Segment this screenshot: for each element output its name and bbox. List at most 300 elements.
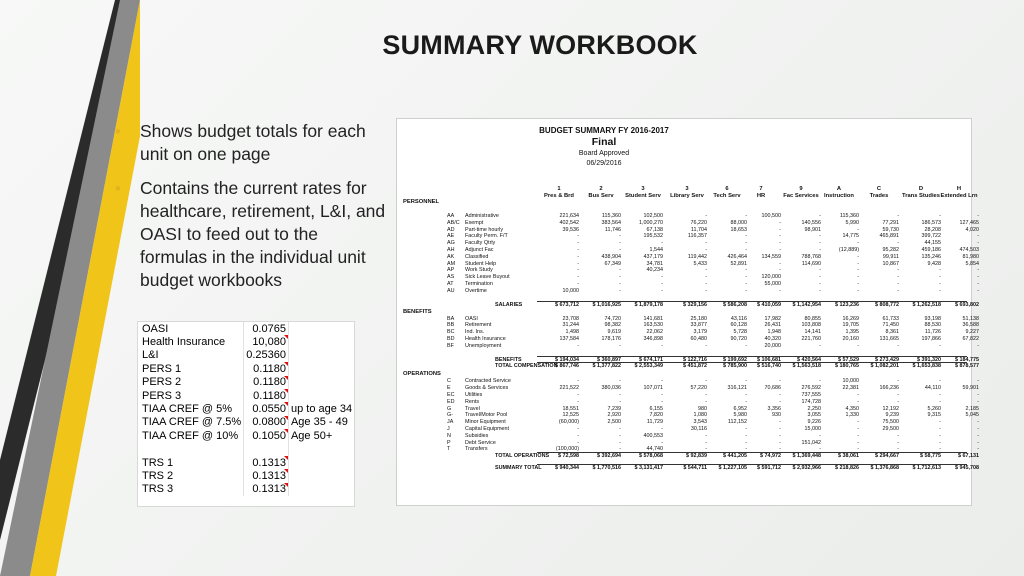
comment-marker-icon [284,469,288,473]
budget-cell: - [619,439,621,446]
summary-total-cell: $ 1,712,613 [912,465,941,472]
budget-cell: - [897,274,899,281]
rate-label: TRS 2 [142,469,174,482]
row-code: G [447,405,452,412]
total-compensation-cell: $ 878,577 [955,363,979,370]
budget-cell: - [977,419,979,426]
budget-cell: 1,000,270 [639,219,663,226]
rate-row [140,416,354,429]
budget-cell: - [857,274,859,281]
budget-cell: - [577,233,579,240]
budget-cell: 107,071 [643,385,663,392]
row-code: AH [447,247,455,253]
budget-cell: 141,681 [643,315,663,322]
column-number: 2 [599,186,603,192]
budget-cell: 6,155 [649,405,663,412]
budget-cell: 221,522 [559,385,579,392]
budget-cell: 221,634 [559,213,579,219]
budget-cell: - [619,240,621,247]
row-desc: Exempt [465,219,484,226]
column-header [857,186,901,199]
row-code: E [447,385,451,392]
budget-cell: 52,891 [730,260,747,267]
column-header [537,186,581,199]
operations-total-cell: $ 92,839 [686,453,707,460]
row-desc: Subsidies [465,432,489,439]
row-desc: Termination [465,281,493,287]
rate-value: 0.1313 [244,483,289,496]
budget-cell: - [705,439,707,446]
section-operations: OPERATIONS [403,371,441,378]
budget-cell: 1,395 [845,329,859,336]
budget-cell: 437,179 [643,253,663,260]
budget-cell: - [819,267,821,274]
column-name: Library Serv [670,192,704,199]
budget-cell: 151,042 [801,439,821,446]
rate-note [288,469,354,482]
row-code: AP [447,267,455,274]
budget-cell: 77,291 [882,219,899,226]
budget-cell: - [661,426,663,432]
budget-cell: 76,220 [690,219,707,226]
budget-cell: - [819,281,821,287]
budget-cell: 8,361 [885,329,899,336]
budget-cell: 459,186 [921,247,941,253]
rate-note: Age 35 - 49 [290,416,348,429]
budget-title: BUDGET SUMMARY FY 2016-2017 [539,126,669,135]
budget-cell: 57,220 [690,385,707,392]
budget-cell: 400,553 [643,432,663,439]
column-header [739,186,783,199]
row-desc: Goods & Services [465,385,509,392]
bullet-item [115,177,387,292]
budget-cell: - [897,267,899,274]
budget-cell: - [619,392,621,398]
row-desc: Travel/Motor Pool [465,412,508,419]
column-name: Instruction [824,192,854,199]
page-title: SUMMARY WORKBOOK [382,30,698,60]
bullet-text: Shows budget totals for each unit on one page [140,121,366,164]
budget-cell: 127,465 [959,219,979,226]
budget-cell: - [779,426,781,432]
budget-cell: - [977,342,979,349]
budget-cell: 20,160 [842,336,859,342]
budget-cell: - [779,432,781,439]
budget-cell: 5,854 [965,260,979,267]
rate-row [140,376,354,389]
total-compensation-label: TOTAL COMPENSATION [495,363,558,370]
budget-cell: 137,584 [559,336,579,342]
budget-cell: - [705,392,707,398]
row-code: BA [447,315,455,322]
budget-cell: - [779,247,781,253]
budget-cell: 1,498 [565,329,579,336]
budget-cell: 99,911 [882,253,899,260]
budget-cell: - [819,432,821,439]
benefits-total-label: BENEFITS [495,356,522,363]
row-desc: Faculty Perm. F/T [465,233,508,240]
total-compensation-cell: $ 1,082,201 [870,363,899,370]
column-number: D [918,186,924,192]
rate-row [140,335,354,348]
budget-cell: 40,320 [764,336,781,342]
budget-cell: 9,428 [927,260,941,267]
budget-cell: 2,250 [807,405,821,412]
row-desc: Health Insurance [465,336,506,342]
budget-cell: - [705,446,707,453]
budget-cell: - [705,281,707,287]
budget-cell: - [857,226,859,233]
operations-total-cell: $ 1,369,448 [792,453,821,460]
rate-value: 0.25360 [244,349,289,362]
rate-note [288,362,354,375]
budget-cell: 71,450 [882,322,899,329]
budget-cell: - [705,287,707,294]
budget-cell: - [661,281,663,287]
budget-cell: 17,982 [764,315,781,322]
budget-cell: 383,564 [601,219,621,226]
row-desc: Sick Leave Buyout [465,274,510,281]
budget-cell: 18,551 [562,405,579,412]
budget-cell: - [779,446,781,453]
budget-cell: 1,544 [649,247,663,253]
budget-cell: 36,588 [962,322,979,329]
salaries-cell: $ 586,208 [723,301,747,308]
budget-cell: 67,822 [962,336,979,342]
budget-cell: - [745,247,747,253]
budget-cell: 16,269 [842,315,859,322]
row-desc: Debt Service [465,439,496,446]
rate-row [140,469,354,482]
budget-cell: 2,920 [607,412,621,419]
budget-cell: 81,980 [962,253,979,260]
row-desc: Utilities [465,392,483,398]
row-code: BB [447,322,455,329]
rate-note: Age 50+ [290,429,333,442]
budget-cell: 14,141 [804,329,821,336]
row-code: ED [447,398,455,405]
budget-cell: 55,000 [764,281,781,287]
budget-cell: - [577,342,579,349]
budget-cell: 22,381 [842,385,859,392]
budget-cell: - [661,342,663,349]
budget-cell: - [745,439,747,446]
budget-status: Board Approved [578,150,630,157]
budget-cell: - [705,432,707,439]
column-header [621,186,665,199]
budget-cell: - [977,274,979,281]
budget-cell: 174,728 [801,398,821,405]
salaries-label: SALARIES [495,301,523,308]
comment-marker-icon [284,376,288,380]
budget-cell: - [577,260,579,267]
budget-cell: 3,055 [807,412,821,419]
budget-cell: 74,720 [604,315,621,322]
budget-cell: - [705,213,707,219]
summary-total-cell: $ 1,227,105 [718,465,747,472]
budget-cell: - [577,426,579,432]
benefits-total-cell: $ 360,897 [597,356,621,363]
operations-total-cell: $ 578,068 [639,453,663,460]
budget-cell: 70,686 [764,385,781,392]
budget-cell: 60,480 [690,336,707,342]
budget-cell: 2,185 [965,405,979,412]
budget-cell: - [705,342,707,349]
salaries-cell: $ 673,712 [555,301,579,308]
comment-marker-icon [284,362,288,366]
budget-cell: - [779,398,781,405]
budget-cell: 1,948 [767,329,781,336]
budget-cell: - [745,240,747,247]
budget-cell: 5,980 [733,412,747,419]
operations-total-cell: $ 441,205 [723,453,747,460]
budget-cell: 402,542 [559,219,579,226]
budget-cell: 31,244 [562,322,579,329]
budget-cell: 9,226 [807,419,821,426]
budget-cell: 178,176 [601,336,621,342]
budget-cell: 10,867 [882,260,899,267]
budget-cell: 11,726 [924,329,941,336]
budget-cell: - [819,213,821,219]
budget-cell: - [939,419,941,426]
column-number: 7 [759,186,763,192]
budget-cell: - [857,432,859,439]
budget-cell: 30,116 [690,426,707,432]
budget-cell: - [857,398,859,405]
budget-cell: - [897,342,899,349]
total-compensation-cell: $ 516,740 [757,363,781,370]
budget-cell: - [939,281,941,287]
budget-cell: 11,729 [646,419,663,426]
rate-label: TRS 1 [142,456,174,469]
column-name: Fac Services [783,192,819,199]
row-code: AK [447,253,455,260]
column-number: C [876,186,882,192]
benefits-total-cell: $ 199,692 [723,356,747,363]
rate-label: TIAA CREF @ 7.5% [142,416,242,429]
budget-subtitle: Final [591,136,617,148]
rate-label: PERS 3 [142,389,182,402]
budget-cell: - [577,392,579,398]
column-name: HR [756,192,766,199]
budget-cell: - [939,378,941,385]
budget-cell: - [745,392,747,398]
rate-value: 0.0550 [244,402,289,415]
comment-marker-icon [284,416,288,420]
budget-cell: - [745,426,747,432]
operations-total-cell: $ 67,131 [958,453,979,460]
budget-cell: 11,704 [690,226,707,233]
budget-cell: - [745,287,747,294]
budget-cell: 33,877 [690,322,707,329]
row-code: J [447,426,450,432]
budget-cell: - [745,342,747,349]
budget-cell: 140,556 [801,219,821,226]
budget-cell: - [745,233,747,240]
row-code: BF [447,342,454,349]
budget-cell: - [745,213,747,219]
total-compensation-cell: $ 2,553,349 [634,363,663,370]
budget-cell: - [661,398,663,405]
budget-cell: - [619,398,621,405]
budget-cell: - [819,446,821,453]
summary-total-cell: $ 2,932,966 [792,465,821,472]
budget-cell: 163,530 [643,322,663,329]
budget-cell: - [857,253,859,260]
row-code: AG [447,240,455,247]
row-desc: Rents [465,398,480,405]
operations-total-cell: $ 74,972 [760,453,781,460]
comment-marker-icon [284,389,288,393]
budget-cell: - [939,274,941,281]
budget-cell: - [779,419,781,426]
benefits-total-cell: $ 122,716 [683,356,707,363]
rate-note [288,483,354,496]
budget-cell: - [745,267,747,274]
budget-cell: 474,503 [959,247,979,253]
rate-note: up to age 34 [290,403,353,416]
budget-cell: 134,559 [761,253,781,260]
budget-cell: 5,260 [927,405,941,412]
rate-row [140,456,354,469]
benefits-total-cell: $ 273,429 [875,356,899,363]
budget-cell: 15,000 [804,426,821,432]
budget-cell: 119,442 [687,253,707,260]
budget-cell: 9,315 [927,412,941,419]
budget-cell: 930 [772,412,781,419]
column-name: Student Serv [625,192,661,199]
budget-cell: 88,530 [924,322,941,329]
budget-cell: 9,239 [885,412,899,419]
comment-marker-icon [284,429,288,433]
budget-cell: - [705,240,707,247]
budget-cell: 1,330 [845,412,859,419]
budget-cell: - [779,392,781,398]
budget-cell: 465,891 [879,233,899,240]
row-desc: Travel [465,405,480,412]
budget-cell: - [819,378,821,385]
budget-cell: 60,128 [730,322,747,329]
rate-label: TIAA CREF @ 10% [142,429,239,442]
row-code: AA [447,213,455,219]
row-code: AM [447,260,456,267]
budget-cell: 115,360 [601,213,621,219]
rate-value: 0.0800 [244,416,289,429]
budget-cell: - [779,439,781,446]
salaries-cell: $ 1,879,178 [634,301,663,308]
budget-cell: - [577,398,579,405]
budget-cell: - [705,378,707,385]
rate-note [288,322,354,335]
rate-value: 0.1180 [244,376,289,389]
budget-cell: - [661,392,663,398]
row-desc: Unemployment [465,342,502,349]
budget-cell: - [977,426,979,432]
budget-cell: - [857,342,859,349]
benefits-total-cell: $ 674,171 [639,356,663,363]
rate-row [140,483,354,496]
budget-cell: 131,665 [879,336,899,342]
row-desc: Minor Equipment [465,419,506,426]
column-name: Tech Serv [713,192,741,199]
budget-cell: 438,904 [601,253,621,260]
rate-row [140,443,354,456]
budget-cell: - [857,392,859,398]
budget-cell: 166,236 [879,385,899,392]
budget-cell: - [897,378,899,385]
budget-cell: - [819,233,821,240]
budget-cell: - [577,240,579,247]
budget-cell: - [977,233,979,240]
row-desc: OASI [465,315,478,322]
summary-total-cell: $ 3,131,417 [634,465,663,472]
budget-cell: - [939,342,941,349]
salaries-cell: $ 693,802 [955,301,979,308]
budget-cell: 115,360 [839,213,859,219]
summary-total-label: SUMMARY TOTAL [495,465,542,472]
budget-cell: 67,349 [604,260,621,267]
budget-cell: - [897,439,899,446]
budget-cell: 12,192 [882,405,899,412]
salaries-cell: $ 808,772 [875,301,899,308]
budget-cell: - [661,378,663,385]
budget-cell: 20,000 [764,342,781,349]
budget-cell: - [857,419,859,426]
summary-total-cell: $ 218,826 [835,465,859,472]
row-code: G- [447,412,453,419]
budget-cell: - [897,240,899,247]
salaries-cell: $ 329,156 [683,301,707,308]
budget-cell: 788,768 [801,253,821,260]
column-number: 1 [557,186,561,192]
budget-cell: 399,722 [921,233,941,240]
budget-cell: 44,110 [924,385,941,392]
budget-cell: - [619,274,621,281]
budget-cell: - [745,432,747,439]
budget-cell: 4,350 [845,405,859,412]
budget-cell: - [745,446,747,453]
budget-cell: 3,356 [767,405,781,412]
budget-cell: 6,952 [733,405,747,412]
row-code: AE [447,233,455,240]
bullet-icon: • [115,122,121,141]
budget-cell: - [939,426,941,432]
budget-cell: 5,045 [965,412,979,419]
row-desc: Transfers [465,446,488,453]
budget-cell: 12,525 [562,412,579,419]
budget-cell: - [897,392,899,398]
column-number: 3 [685,186,689,192]
total-compensation-cell: $ 1,563,518 [792,363,821,370]
row-desc: Overtime [465,287,487,294]
row-code: JA [447,419,454,426]
budget-cell: 34,781 [646,260,663,267]
rate-note [288,335,354,348]
row-code: BC [447,329,455,336]
budget-cell: 380,036 [601,385,621,392]
operations-total-label: TOTAL OPERATIONS [495,453,550,460]
column-header [937,186,981,199]
salaries-cell: $ 1,262,518 [912,301,941,308]
budget-cell: - [977,213,979,219]
budget-cell: - [977,446,979,453]
salaries-cell: $ 123,236 [835,301,859,308]
section-benefits: BENEFITS [403,308,432,315]
rate-row [140,322,354,335]
column-header [665,186,709,199]
budget-cell: - [897,432,899,439]
budget-cell: - [745,274,747,281]
